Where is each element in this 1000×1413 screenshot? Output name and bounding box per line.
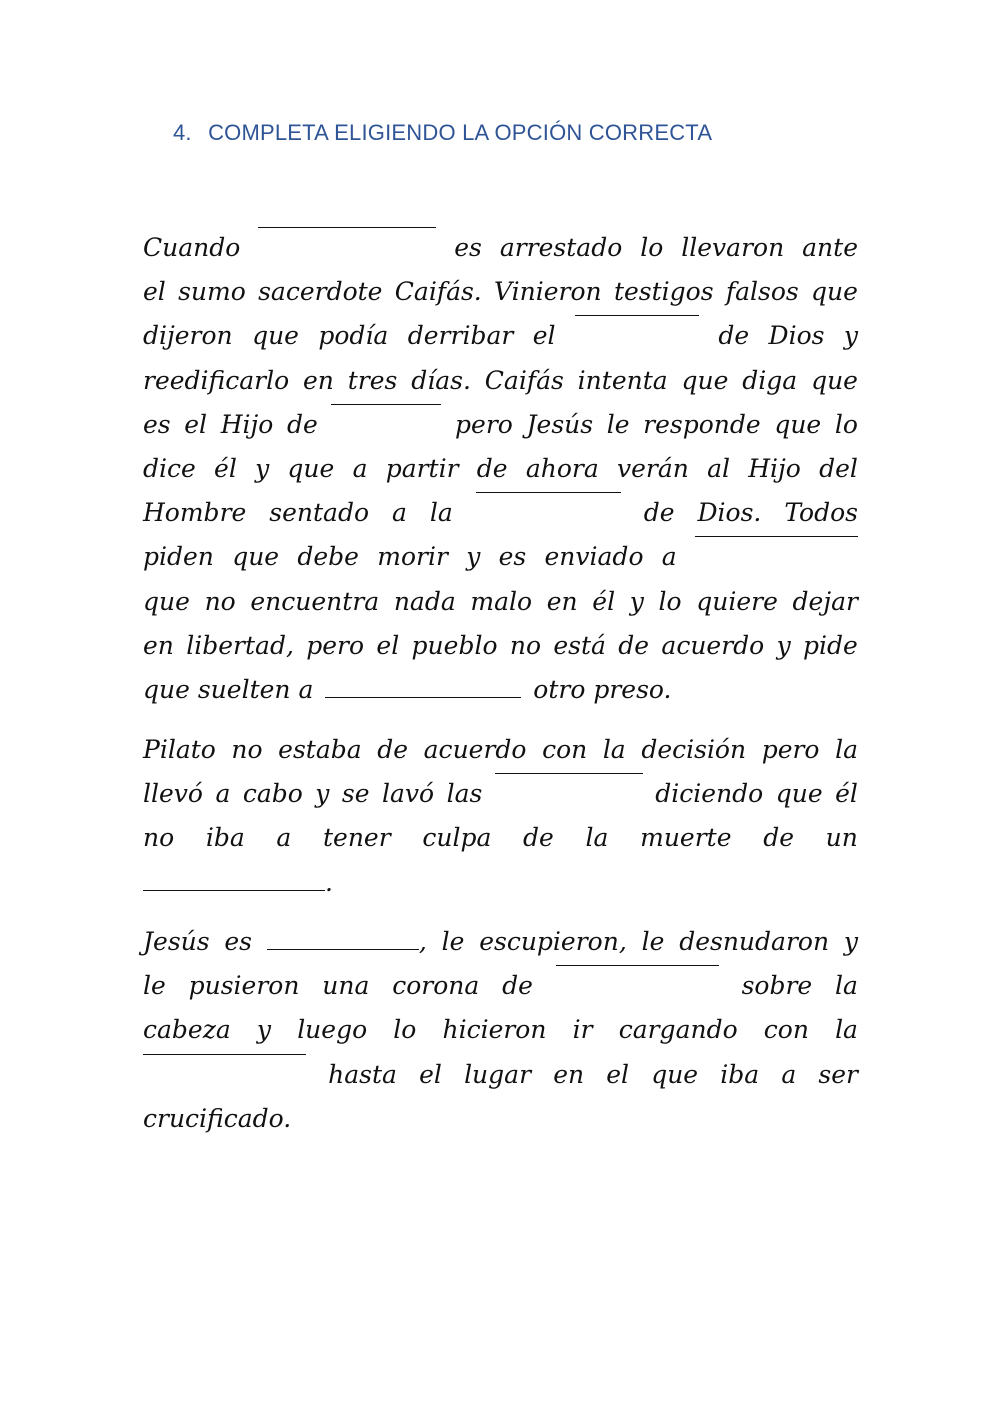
word: con	[542, 735, 588, 764]
word: crucificado.	[143, 1103, 292, 1133]
text-line	[143, 535, 858, 579]
word: diciendo	[655, 779, 764, 809]
word: en	[553, 1059, 585, 1089]
word: a	[215, 779, 231, 809]
text-line	[143, 920, 858, 964]
word: él	[835, 779, 858, 809]
word: Hijo	[220, 409, 274, 439]
word: sobre	[741, 971, 813, 1001]
word: lo	[834, 409, 858, 439]
word: acuerdo	[423, 735, 527, 764]
word: y	[256, 1015, 272, 1045]
word: pero	[306, 630, 365, 660]
word: llevaron	[681, 233, 785, 262]
text-line	[143, 1097, 858, 1141]
word: que	[681, 365, 729, 395]
word: diga	[742, 365, 798, 395]
word: el	[606, 1059, 630, 1089]
word: ser	[818, 1059, 858, 1089]
text-line	[143, 728, 858, 772]
word: es	[498, 542, 527, 572]
word: está	[553, 630, 606, 660]
word: escupieron,	[479, 927, 627, 956]
text-line	[143, 816, 858, 860]
word: derribar	[407, 321, 514, 351]
word: llevó	[143, 779, 203, 809]
blank-cruz[interactable]	[143, 1053, 306, 1055]
word: la	[585, 823, 609, 853]
word: hicieron	[442, 1015, 547, 1045]
word: lo	[658, 586, 682, 616]
word: Cuando	[143, 233, 241, 262]
text-line	[143, 964, 858, 1008]
exercise-title: COMPLETA ELIGIENDO LA OPCIÓN CORRECTA	[208, 120, 713, 145]
word: otro preso.	[533, 675, 672, 705]
word: libertad,	[186, 630, 294, 660]
word: Todos	[784, 498, 858, 528]
word: debe	[297, 542, 359, 572]
word: falsos	[725, 277, 799, 307]
word: se	[341, 779, 370, 809]
word: y	[629, 586, 644, 616]
word: hasta	[328, 1059, 397, 1089]
word: partir	[385, 454, 459, 484]
text-line	[143, 447, 858, 491]
word: a	[391, 498, 407, 528]
word: dijeron	[143, 321, 233, 351]
exercise-heading	[173, 120, 712, 146]
blank-pilato[interactable]	[695, 535, 858, 537]
word: le	[441, 927, 465, 956]
word: no	[204, 586, 236, 616]
text-line	[143, 772, 858, 816]
word: la	[429, 498, 453, 528]
word: lugar	[464, 1059, 532, 1089]
word: cargando	[618, 1015, 738, 1045]
word: en	[546, 586, 578, 616]
word: que	[811, 277, 858, 307]
word: es	[224, 927, 253, 956]
word: que	[774, 409, 822, 439]
word: con	[763, 1015, 809, 1045]
text-line	[143, 1008, 858, 1052]
word: de	[377, 735, 409, 764]
word: estaba	[278, 735, 362, 764]
word: la	[835, 735, 858, 764]
word: culpa	[422, 823, 492, 853]
word: responde	[643, 409, 761, 439]
word: al	[707, 454, 731, 484]
word: de	[618, 630, 650, 660]
word: de	[763, 823, 794, 853]
word: ir	[572, 1015, 593, 1045]
word: muerte	[640, 823, 732, 853]
word: Jesús	[526, 409, 594, 439]
blank-group	[267, 920, 427, 964]
word: nada	[393, 586, 456, 616]
word: dice	[143, 454, 196, 484]
word: Hijo	[748, 454, 801, 484]
word: Vinieron	[494, 277, 602, 307]
word: encuentra	[250, 586, 380, 616]
word: de	[718, 321, 750, 351]
word: a	[352, 454, 368, 484]
word: sentado	[269, 498, 370, 528]
word: acuerdo	[661, 630, 765, 660]
word: el	[184, 409, 208, 439]
word: de	[476, 454, 508, 484]
word: no	[231, 735, 263, 764]
word: lavó	[382, 779, 435, 809]
blank-inocente[interactable]	[143, 889, 325, 891]
word: pueblo	[411, 630, 498, 660]
text-line	[143, 580, 858, 624]
word: no	[143, 823, 175, 853]
word: quiere	[696, 586, 778, 616]
word: reedificarlo	[143, 365, 290, 395]
word: un	[825, 823, 858, 853]
blank-espinas[interactable]	[556, 964, 719, 966]
word: ante	[802, 233, 858, 262]
blank-azotado[interactable]	[267, 948, 419, 950]
word: pero	[455, 409, 513, 439]
word: Hombre	[143, 498, 247, 528]
word: de	[643, 498, 675, 528]
word: cabeza	[143, 1015, 231, 1045]
word: a	[276, 823, 292, 853]
word: piden	[143, 542, 214, 572]
word: que	[232, 542, 280, 572]
word: pide	[803, 630, 858, 660]
word: sumo	[178, 277, 246, 307]
word: días.	[411, 365, 471, 395]
word: el	[376, 630, 400, 660]
text-line	[143, 314, 858, 358]
text-line	[143, 1053, 858, 1097]
word: es	[143, 409, 171, 439]
text-line	[143, 491, 858, 535]
word: dejar	[792, 586, 858, 616]
word: en	[302, 365, 334, 395]
word: Pilato	[143, 735, 216, 764]
word: y	[843, 927, 858, 956]
word: pusieron	[188, 971, 300, 1001]
word: la	[602, 735, 626, 764]
word: que	[775, 779, 823, 809]
word: Dios.	[697, 498, 762, 528]
text-line	[143, 226, 858, 270]
word: a	[781, 1059, 797, 1089]
word: el	[532, 321, 556, 351]
word: que	[143, 586, 190, 616]
comma: ,	[418, 927, 427, 956]
word: que	[287, 454, 335, 484]
word: y	[776, 630, 791, 660]
word: lo	[640, 233, 664, 262]
word: le	[606, 409, 630, 439]
paragraph-pilate	[143, 728, 858, 905]
word: él	[592, 586, 616, 616]
word: luego	[297, 1015, 368, 1045]
blank-templo[interactable]	[575, 314, 699, 316]
word: le	[641, 927, 665, 956]
word: y	[843, 321, 858, 351]
word: lo	[393, 1015, 417, 1045]
word: Dios	[768, 321, 825, 351]
word: tres	[347, 365, 398, 395]
word: morir	[377, 542, 448, 572]
word: de	[286, 409, 318, 439]
period: .	[325, 867, 333, 897]
word: el	[419, 1059, 442, 1089]
word: malo	[470, 586, 533, 616]
word: de	[502, 971, 533, 1001]
word: en	[143, 630, 174, 660]
word: enviado	[544, 542, 644, 572]
paragraph-arrest	[143, 226, 858, 712]
word: verán	[617, 454, 689, 484]
word: no	[509, 630, 541, 660]
word: podía	[318, 321, 389, 351]
word: pero	[761, 735, 820, 764]
word: que	[811, 365, 858, 395]
word: que	[651, 1059, 699, 1089]
word: testigos	[613, 277, 714, 307]
word: él	[214, 454, 237, 484]
word: y	[255, 454, 270, 484]
blank-jesus[interactable]	[258, 226, 436, 228]
word: es	[454, 233, 482, 262]
word: el	[143, 277, 166, 307]
word: a	[661, 542, 677, 572]
word: le	[143, 971, 166, 1001]
text-line	[143, 861, 858, 905]
word: arrestado	[499, 233, 623, 262]
blank-manos[interactable]	[495, 772, 643, 774]
word: del	[819, 454, 858, 484]
text-line	[143, 359, 858, 403]
word: iba	[720, 1059, 760, 1089]
word: las	[446, 779, 483, 809]
word: iba	[205, 823, 245, 853]
word: que	[252, 321, 299, 351]
word: Caifás.	[394, 277, 482, 307]
word: Caifás	[484, 365, 564, 395]
word: decisión	[641, 735, 747, 764]
blank-barrabas[interactable]	[325, 696, 521, 698]
text-line	[143, 403, 858, 447]
word: intenta	[577, 365, 668, 395]
word: sacerdote	[258, 277, 383, 307]
exercise-number: 4.	[173, 120, 192, 145]
word: Jesús	[143, 927, 210, 956]
word: desnudaron	[679, 927, 830, 956]
word: la	[835, 971, 858, 1001]
paragraph-crucifixion	[143, 920, 858, 1141]
word: de	[523, 823, 554, 853]
text-line	[143, 624, 858, 668]
word: que suelten a	[143, 675, 314, 705]
text-line	[143, 668, 858, 712]
word: y	[315, 779, 330, 809]
word: cabo	[242, 779, 303, 809]
word: corona	[392, 971, 480, 1001]
text-line	[143, 270, 858, 314]
blank-dios[interactable]	[331, 403, 441, 405]
word: una	[322, 971, 370, 1001]
blank-derecha[interactable]	[476, 491, 621, 493]
word: la	[835, 1015, 858, 1045]
word: y	[466, 542, 481, 572]
word: tener	[322, 823, 391, 853]
word: ahora	[525, 454, 599, 484]
